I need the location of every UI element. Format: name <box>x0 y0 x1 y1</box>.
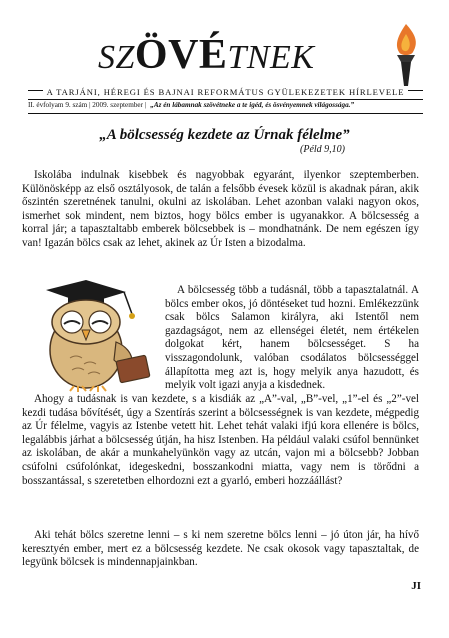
masthead-motto: „Az én lábamnak szövétneke a te igéd, és ösvényemnek világossága.” <box>150 101 355 109</box>
article-paragraph-4: Aki tehát bölcs szeretne lenni – s ki nem szeretne bölcs lenni – jó úton jár, ha hívő keresztyén ember, mert ez a bölcsesség kezdete. Ne csak okosok vagy tapasztaltak, de legyünk bölcsek is mindennapjainkban. <box>22 529 419 569</box>
bible-reference: (Péld 9,10) <box>300 144 345 155</box>
issue-line <box>28 101 423 109</box>
author-initials: JI <box>411 580 421 592</box>
article-paragraph-1: Iskolába indulnak kisebbek és nagyobbak egyaránt, ilyenkor szeptemberben. Különösképp az első osztályosok, de talán a felsőbb évesek közül is akadnak páran, akik őszintén szeretnének tanulni, okulni az iskolában. Lehet azonban valaki nagyon okos, ismerhet sok mindent, nem biztos, hogy bölcs ember is ugyanakkor. A bölcsesség a korral jár; a tapasztaltabb emberek bölcsebbek is – mondhatnánk. De nem egészen így van! Igazán bölcs csak az lehet, akinek az Úr Isten a bizodalma. <box>22 169 419 249</box>
torch-icon <box>389 22 423 88</box>
article-paragraph-2: A bölcsesség több a tudásnál, több a tapasztalatnál. A bölcs ember okos, jó döntéseket tud hozni. Emlékezzünk csak bölcs Salamon királyra, aki Istentől nem gazdagságot, nem az ellenségei életét, nem értékelen dolgokat kért, hanem bölcsességet. S ha visszagondolunk, valóban csodálatos bölcsességgel állapította meg azt is, hogy melyik anya hazudott, és melyik volt igazi anyja a kisdednek. <box>165 284 419 392</box>
newsletter-title <box>98 31 314 79</box>
article-title: „A bölcsesség kezdete az Úrnak félelme” <box>99 127 350 143</box>
masthead <box>28 14 423 110</box>
title-part-3: TNEK <box>227 39 315 76</box>
article-paragraph-3: Ahogy a tudásnak is van kezdete, s a kisdiák az „A”-val, „B”-vel, „1”-el és „2”-vel kezdi tudása bővítését, úgy a Szentírás szerint a bölcsességnek is van kezdete, mégpedig az Úr félelme, vagyis az Istenbe vetett hit. Lehet tehát valaki ifjú kora ellenére is bölcs, legalábbis járhat a bölcsesség útján, ha hisz Istenben. Ha például valaki csúfol bennünket az iskolában, de akár a munkahelyünkön vagy az utcán, vajon mi a bölcsebb? Jobban csúfolni csúfolónkat, idegeskedni, bosszankodni miatta, vagy nem is törődni a bosszantással, s szeretetben elhordozni ezt a gyarló, emberi hozzáállást? <box>22 393 419 487</box>
title-part-1: SZ <box>98 39 135 76</box>
owl-with-graduation-cap-icon <box>24 280 162 392</box>
masthead-rule-middle <box>28 99 423 100</box>
title-part-2: ÖVÉ <box>134 32 228 78</box>
masthead-rule-bottom <box>28 113 423 114</box>
issue-info: II. évfolyam 9. szám | 2009. szeptember | <box>28 101 147 109</box>
masthead-subtitle: A TARJÁNI, HÉREGI ÉS BAJNAI REFORMÁTUS GYÜLEKEZETEK HÍRLEVELE <box>28 87 423 97</box>
